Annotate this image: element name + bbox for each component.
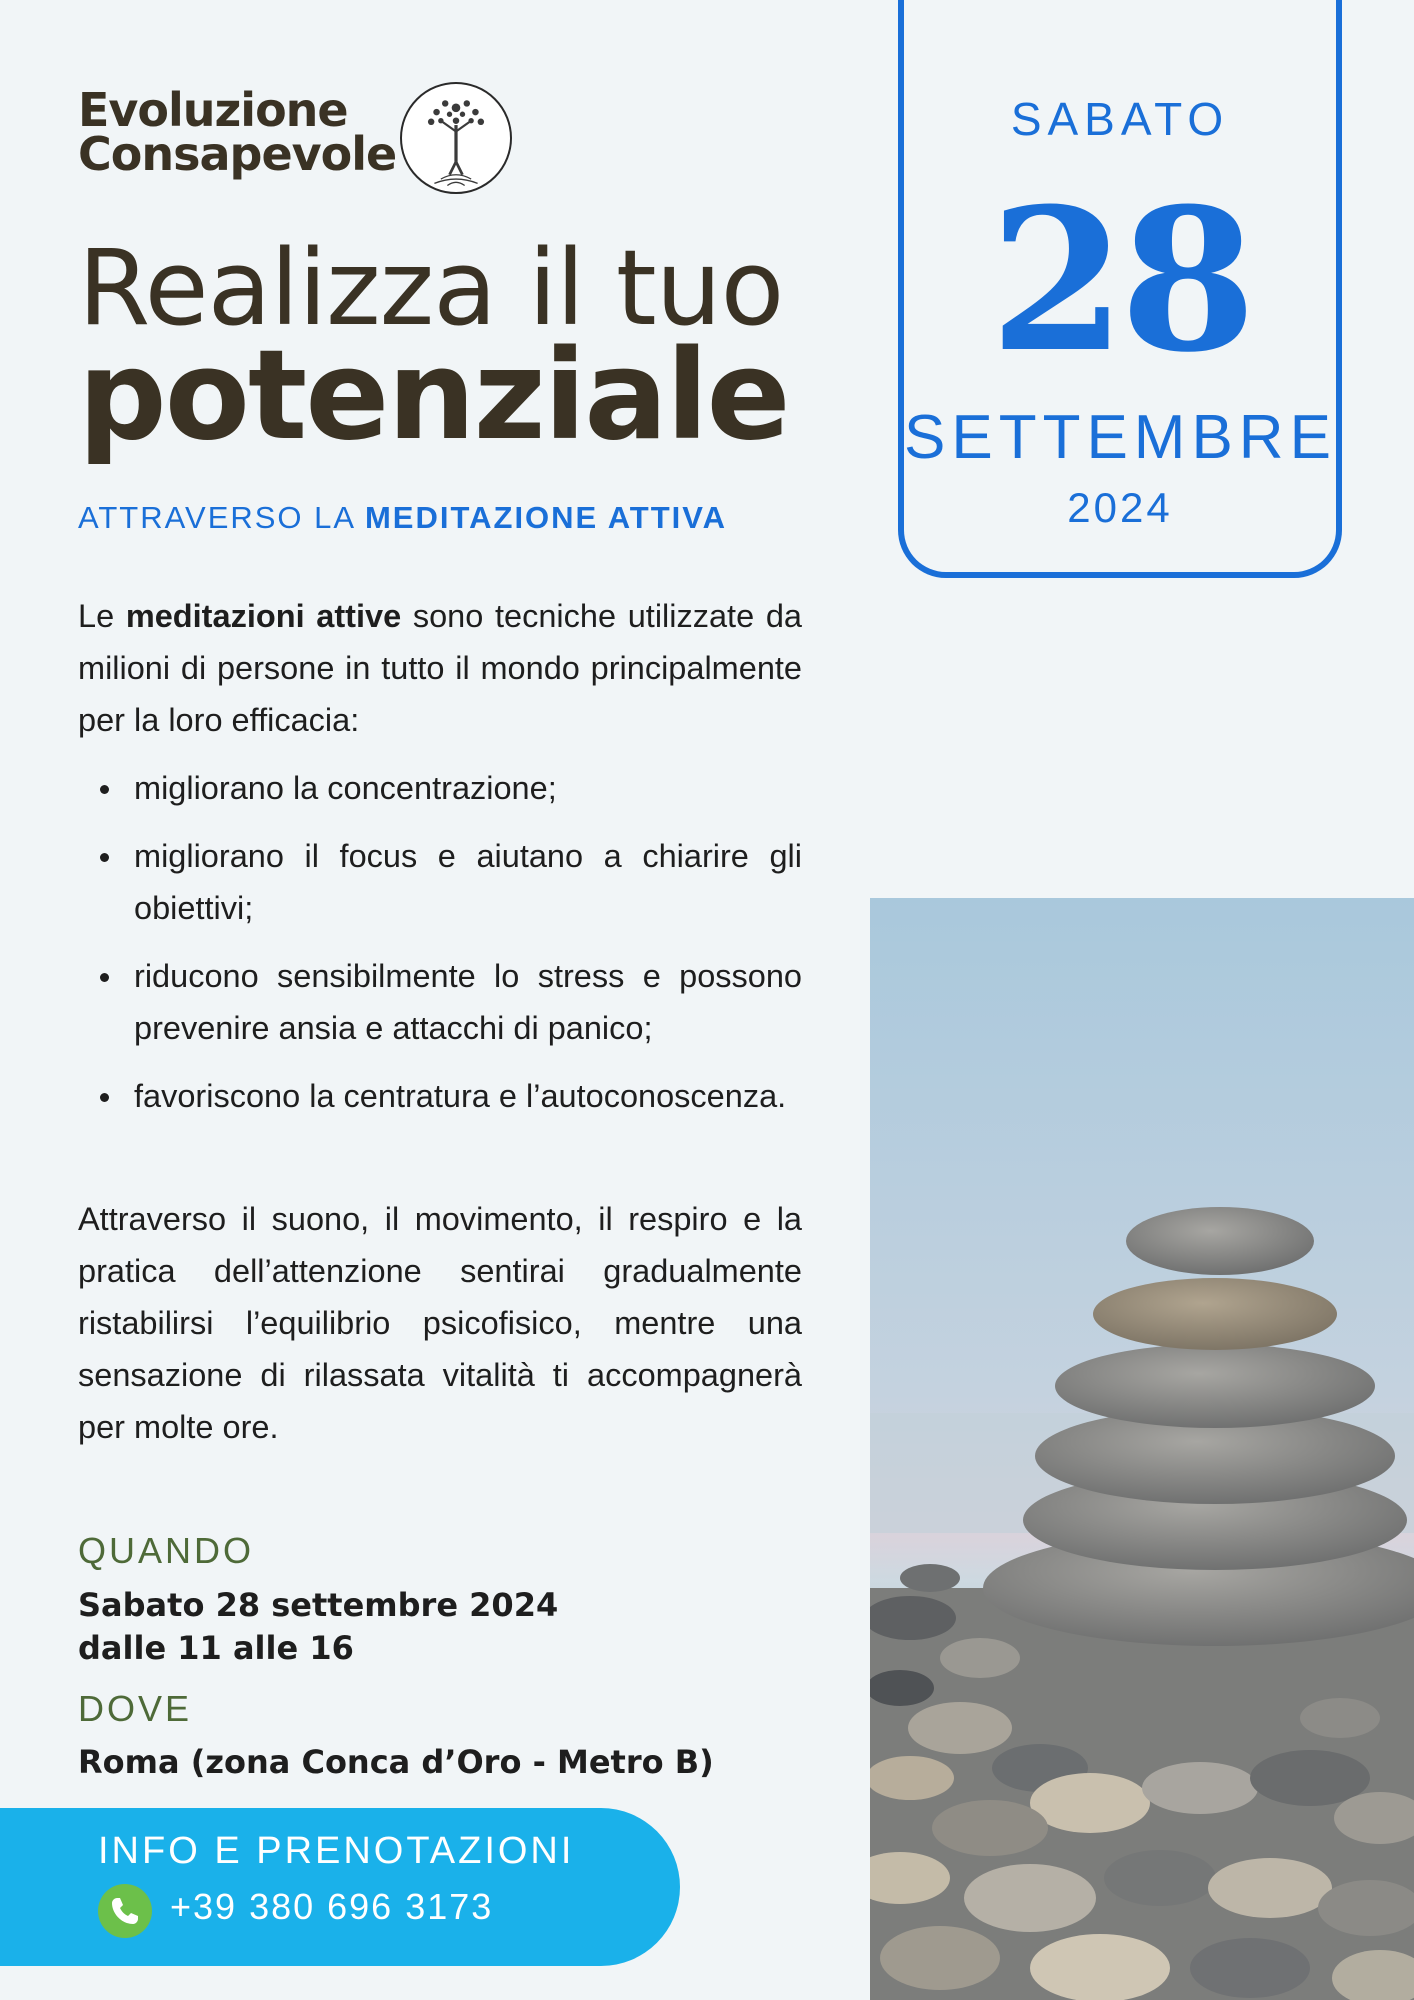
event-month: SETTEMBRE bbox=[904, 403, 1337, 472]
event-weekday: SABATO bbox=[1010, 93, 1230, 145]
when-time: dalle 11 alle 16 bbox=[78, 1629, 354, 1667]
phone-icon bbox=[98, 1884, 152, 1938]
headline-line1: Realizza il tuo bbox=[78, 227, 784, 349]
list-item: favoriscono la centratura e l’autoconoscenza. bbox=[78, 1070, 802, 1122]
event-year: 2024 bbox=[1067, 484, 1173, 531]
closing-paragraph: Attraverso il suono, il movimento, il respiro e la pratica dell’attenzione sentirai gradualmente ristabilirsi l’equilibrio psicofisico, mentre una sensazione di rilassata vitalità ti accompagnerà per molte ore. bbox=[78, 1201, 802, 1445]
event-date-card bbox=[898, 0, 1342, 578]
brand-name-line1: Evoluzione bbox=[78, 83, 348, 137]
brand-logo bbox=[78, 80, 518, 192]
brand-name-line2: Consapevole bbox=[78, 127, 397, 181]
intro-bold: meditazioni attive bbox=[125, 598, 402, 634]
tree-of-life-icon bbox=[400, 82, 512, 194]
list-item: riducono sensibilmente lo stress e possono prevenire ansia e attacchi di panico; bbox=[78, 950, 802, 1054]
brand-name bbox=[78, 83, 397, 181]
intro-after: sono tecniche utilizzate da milioni di persone in tutto il mondo principalmente per la loro efficacia: bbox=[78, 598, 802, 738]
when-date: Sabato 28 settembre 2024 bbox=[78, 1586, 559, 1624]
benefits-list bbox=[78, 762, 802, 1138]
stacked-stones-photo bbox=[870, 898, 1414, 2000]
subtitle bbox=[78, 500, 727, 536]
where-label: DOVE bbox=[78, 1688, 193, 1729]
when-label: QUANDO bbox=[78, 1530, 255, 1571]
booking-banner bbox=[0, 1808, 680, 1966]
subtitle-emphasis: MEDITAZIONE ATTIVA bbox=[364, 500, 728, 535]
list-item: migliorano la concentrazione; bbox=[78, 762, 802, 814]
list-item: migliorano il focus e aiutano a chiarire gli obiettivi; bbox=[78, 830, 802, 934]
event-day-number: 28 bbox=[989, 166, 1251, 396]
booking-title: INFO E PRENOTAZIONI bbox=[98, 1830, 575, 1872]
subtitle-prefix: ATTRAVERSO LA bbox=[78, 500, 365, 535]
headline-line2: potenziale bbox=[78, 324, 789, 468]
intro-before: Le bbox=[78, 598, 126, 634]
where-location: Roma (zona Conca d’Oro - Metro B) bbox=[78, 1743, 714, 1781]
intro-paragraph bbox=[78, 590, 802, 746]
phone-number-link[interactable]: +39 380 696 3173 bbox=[170, 1886, 494, 1927]
